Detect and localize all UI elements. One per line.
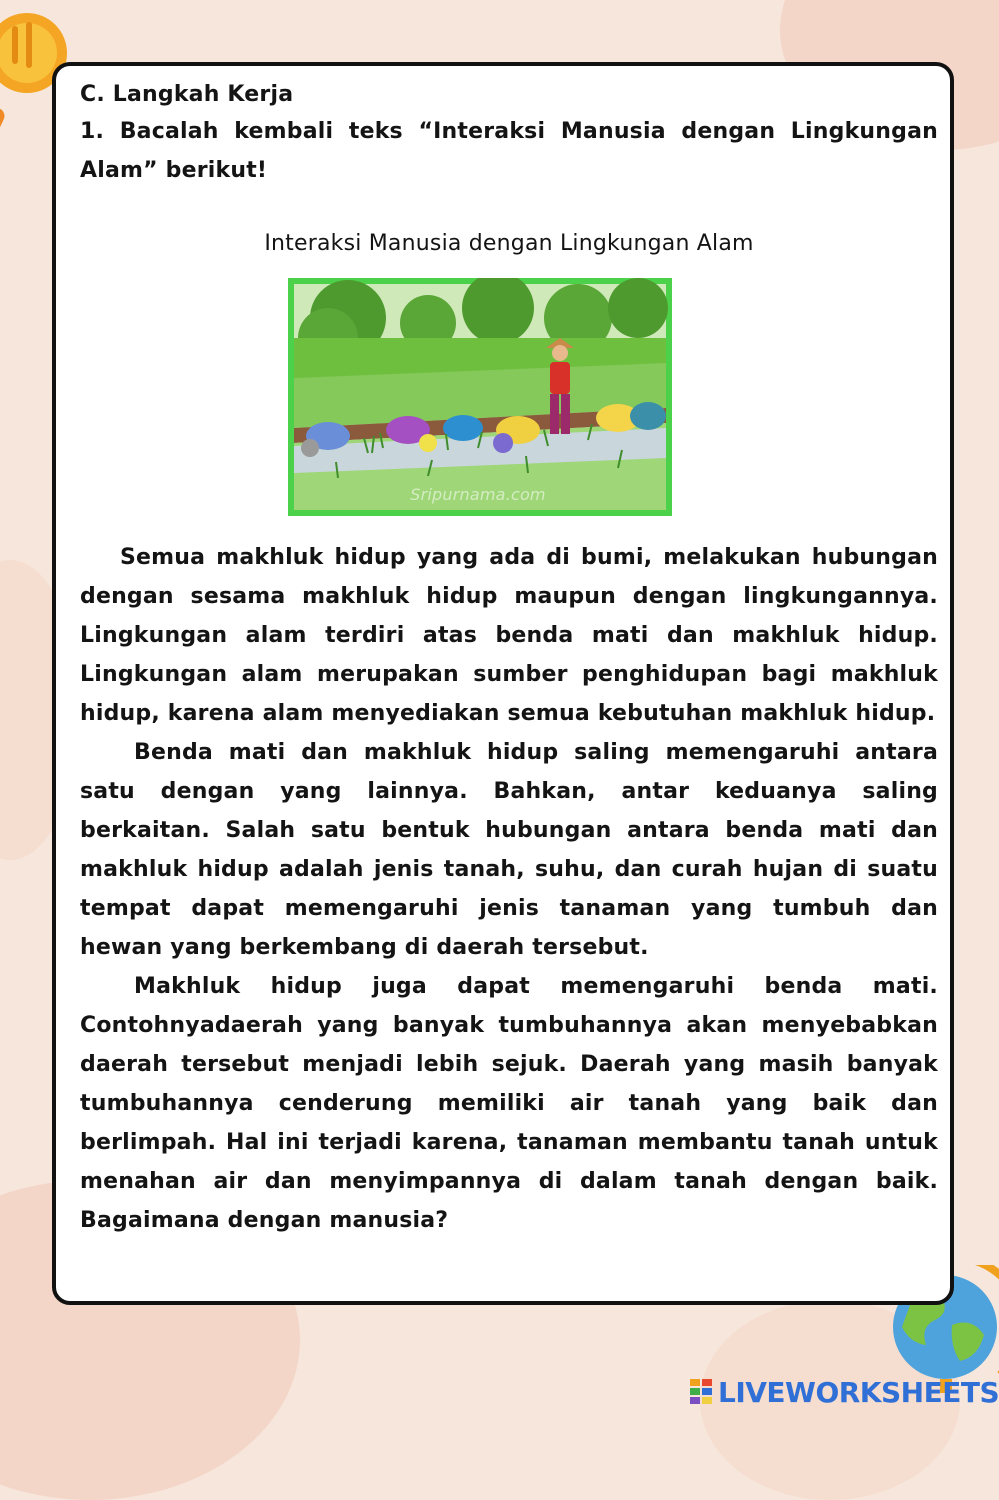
image-watermark: Sripurnama.com [410,485,546,504]
rice-field-illustration [288,278,672,516]
reading-title: Interaksi Manusia dengan Lingkungan Alam [264,231,754,256]
liveworksheets-logo-icon [690,1379,714,1405]
paragraph-3: Makhluk hidup juga dapat memengaruhi benda mati. Contohnyadaerah yang banyak tumbuhannya akan menyebabkan daerah tersebut menjadi lebih sejuk. Daerah yang masih banyak tumbuhannya cenderung memiliki air tanah yang baik dan berlimpah. Hal ini terjadi karena, tanaman membantu tanah untuk menahan air dan menyimpannya di dalam tanah dengan baik. Bagaimana dengan manusia? [80,974,938,1233]
instruction-text: 1. Bacalah kembali teks “Interaksi Manusia dengan Lingkungan Alam” berikut! [80,119,938,183]
worksheet-card [52,62,954,1305]
liveworksheets-logo[interactable] [690,1372,999,1412]
paragraph-1: Semua makhluk hidup yang ada di bumi, melakukan hubungan dengan sesama makhluk hidup maupun dengan lingkungannya. Lingkungan alam terdiri atas benda mati dan makhluk hidup. Lingkungan alam merupakan sumber penghidupan bagi makhluk hidup, karena alam menyediakan semua kebutuhan makhluk hidup. [80,545,938,726]
paragraph-2: Benda mati dan makhluk hidup saling memengaruhi antara satu dengan yang lainnya. Bahkan, antar keduanya saling berkaitan. Salah satu bentuk hubungan antara benda mati dan makhluk hidup adalah jenis tanah, suhu, dan curah hujan di suatu tempat dapat memengaruhi jenis tanaman yang tumbuh dan hewan yang berkembang di daerah tersebut. [80,740,938,960]
worksheet-content [80,78,938,1240]
liveworksheets-logo-text: LIVEWORKSHEETS [718,1375,999,1409]
section-heading: C. Langkah Kerja [80,82,294,107]
